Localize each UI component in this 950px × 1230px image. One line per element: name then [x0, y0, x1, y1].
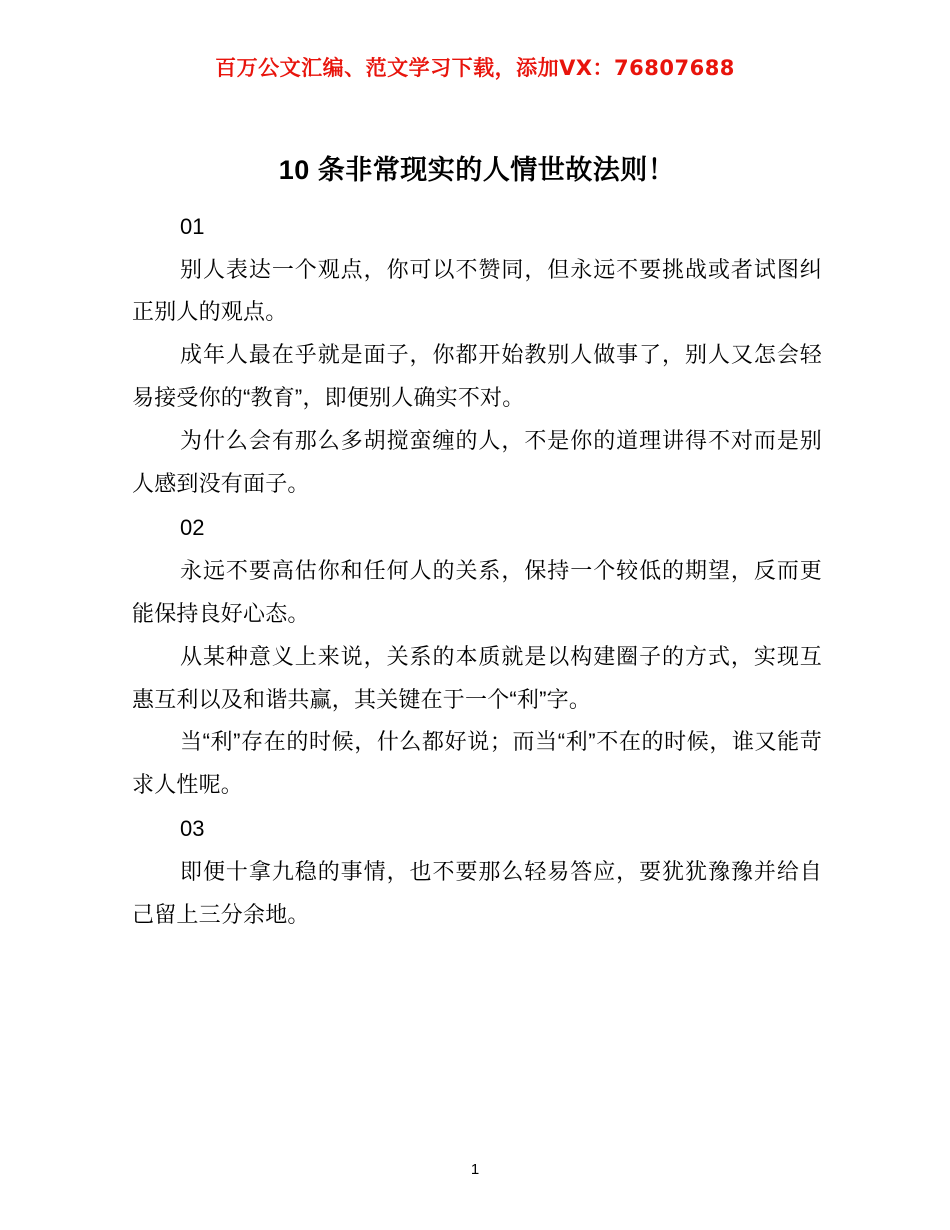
watermark-banner: 百万公文汇编、范文学习下载，添加VX：76807688	[215, 56, 735, 80]
paragraph: 永远不要高估你和任何人的关系，保持一个较低的期望，反而更能保持良好心态。	[132, 557, 822, 626]
document-body	[132, 150, 822, 937]
paragraph: 当“利”存在的时候，什么都好说；而当“利”不在的时候，谁又能苛求人性呢。	[132, 729, 822, 798]
section-number: 02	[180, 514, 205, 540]
paragraph: 即便十拿九稳的事情，也不要那么轻易答应，要犹犹豫豫并给自己留上三分余地。	[132, 859, 822, 928]
paragraph: 成年人最在乎就是面子，你都开始教别人做事了，别人又怎会轻易接受你的“教育”，即便别人确实不对。	[132, 342, 822, 411]
paragraph: 别人表达一个观点，你可以不赞同，但永远不要挑战或者试图纠正别人的观点。	[132, 256, 822, 325]
section-number: 03	[180, 816, 205, 842]
page-number: 1	[470, 1161, 480, 1178]
paragraph: 从某种意义上来说，关系的本质就是以构建圈子的方式，实现互惠互利以及和谐共赢，其关键在于一个“利”字。	[132, 643, 822, 712]
section-number: 01	[180, 213, 205, 239]
paragraph: 为什么会有那么多胡搅蛮缠的人，不是你的道理讲得不对而是别人感到没有面子。	[132, 428, 822, 496]
page-title: 10 条非常现实的人情世故法则！	[278, 155, 676, 185]
